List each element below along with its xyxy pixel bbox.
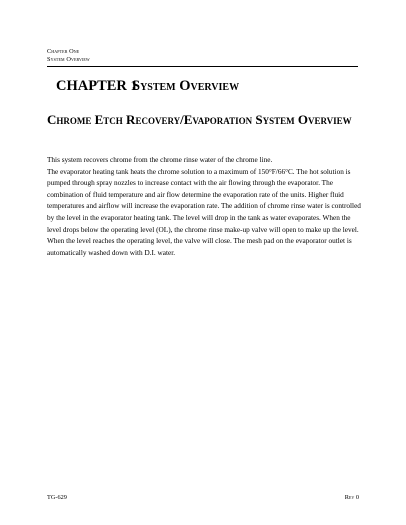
body-text <box>47 155 363 259</box>
running-header <box>47 48 358 65</box>
body-paragraph-operation: The evaporator heating tank heats the chrome solution to a maximum of 150°F/66°C. The hot solution is pumped through spray nozzles to increase contact with the air flowing through the evaporator. The combination of fluid temperature and air flow determine the evaporation rate of the units. Higher fluid temperatures and airflow will increase the evaporation rate. The addition of chrome rinse water is controlled by the level in the evaporator heating tank. The level will drop in the tank as water evaporates. When the level drops below the operating level (OL), the chrome rinse make-up valve will open to make up the level. When the level reaches the operating level, the valve will close. The mesh pad on the evaporator outlet is automatically washed down with D.I. water. <box>47 167 361 257</box>
running-header-section: System Overview <box>47 56 90 64</box>
footer-document-number: TG-629 <box>47 494 67 501</box>
running-header-chapter: Chapter One <box>47 48 80 55</box>
header-divider <box>47 66 358 67</box>
section-heading: Chrome Etch Recovery/Evaporation System Overview <box>47 112 352 127</box>
chapter-name: System Overview <box>132 78 240 94</box>
footer-revision: Rev 0 <box>344 494 359 501</box>
chapter-title <box>56 78 239 95</box>
body-paragraph-intro: This system recovers chrome from the chrome rinse water of the chrome line. <box>47 156 273 164</box>
chapter-number: CHAPTER 1 <box>56 78 138 94</box>
